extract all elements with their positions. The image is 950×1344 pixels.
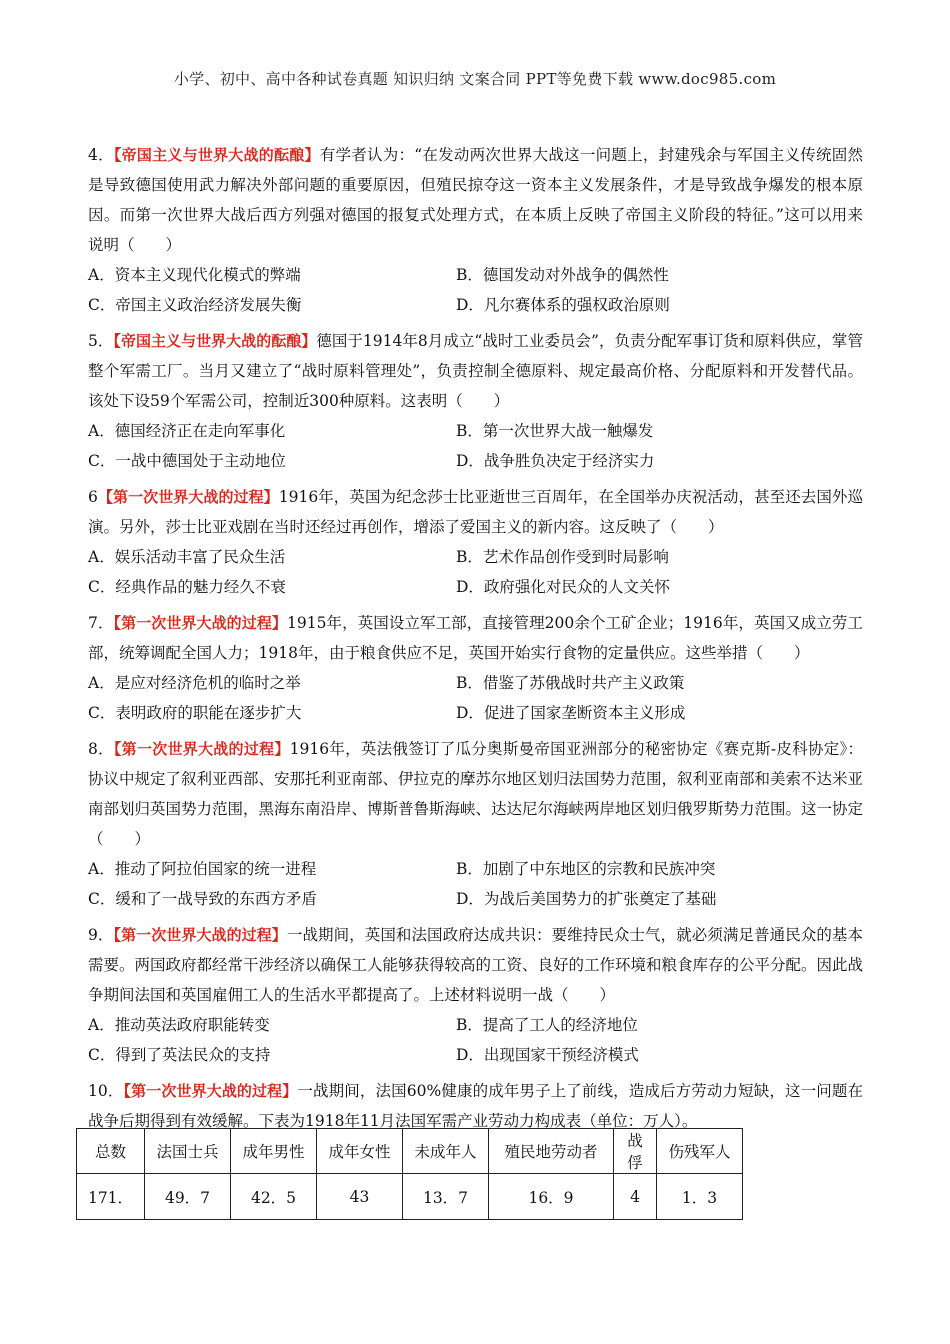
- table-row: [77, 1174, 743, 1220]
- question-number: 6: [88, 488, 98, 506]
- question-topic-tag: 【第一次世界大战的过程】: [113, 614, 287, 632]
- question-8: [88, 734, 863, 914]
- question-topic-tag: 【第一次世界大战的过程】: [113, 740, 290, 758]
- question-topic-tag: 【第一次世界大战的过程】: [97, 488, 279, 506]
- header-cell: 总数: [77, 1129, 145, 1174]
- question-number: 7．: [88, 614, 114, 632]
- option-c[interactable]: C．帝国主义政治经济发展失衡: [88, 296, 302, 314]
- option-b[interactable]: B．德国发动对外战争的偶然性: [456, 266, 669, 284]
- option-grid: [88, 542, 863, 602]
- header-cell: 殖民地劳动者: [489, 1129, 614, 1174]
- question-stem: [88, 920, 863, 1010]
- option-c[interactable]: C．表明政府的职能在逐步扩大: [88, 704, 302, 722]
- value-cell: 49．7: [145, 1174, 231, 1220]
- option-c[interactable]: C．一战中德国处于主动地位: [88, 452, 286, 470]
- option-d[interactable]: D．凡尔赛体系的强权政治原则: [456, 296, 670, 314]
- option-a[interactable]: A．资本主义现代化模式的弊端: [88, 266, 301, 284]
- option-c[interactable]: C．缓和了一战导致的东西方矛盾: [88, 890, 317, 908]
- page-header: 小学、初中、高中各种试卷真题 知识归纳 文案合同 PPT等免费下载 www.doc985.com: [173, 70, 777, 88]
- value-cell: 42．5: [231, 1174, 317, 1220]
- option-b[interactable]: B．提高了工人的经济地位: [456, 1016, 638, 1034]
- question-7: [88, 608, 863, 728]
- option-grid: [88, 1010, 863, 1070]
- option-d[interactable]: D．出现国家干预经济模式: [456, 1046, 639, 1064]
- header-cell: 成年女性: [317, 1129, 403, 1174]
- question-9: [88, 920, 863, 1070]
- header-cell: 战俘: [614, 1129, 657, 1174]
- table-header-row: [77, 1129, 743, 1174]
- value-cell: 13．7: [403, 1174, 489, 1220]
- question-number: 10．: [88, 1082, 124, 1100]
- question-text: 1915年，英国设立军工部，直接管理200余个工矿企业；1916年，英国又成立劳工部，统筹调配全国人力；1918年，由于粮食供应不足，英国开始实行食物的定量供应。这些举措（ ）: [88, 614, 863, 662]
- question-number: 8．: [88, 740, 114, 758]
- question-5: [88, 326, 863, 476]
- question-text: 一战期间，法国60%健康的成年男子上了前线，造成后方劳动力短缺，这一问题在战争后期得到有效缓解。下表为1918年11月法国军需产业劳动力构成表（单位：万人）。: [88, 1082, 863, 1130]
- option-b[interactable]: B．加剧了中东地区的宗教和民族冲突: [456, 860, 716, 878]
- value-cell: 1．3: [657, 1174, 743, 1220]
- header-cell: 伤残军人: [657, 1129, 743, 1174]
- question-6: [88, 482, 863, 602]
- option-d[interactable]: D．政府强化对民众的人文关怀: [456, 578, 670, 596]
- question-number: 5．: [88, 332, 114, 350]
- question-topic-tag: 【第一次世界大战的过程】: [123, 1082, 298, 1100]
- option-a[interactable]: A．推动了阿拉伯国家的统一进程: [88, 860, 317, 878]
- option-a[interactable]: A．是应对经济危机的临时之举: [88, 674, 301, 692]
- value-cell: 171．: [77, 1174, 145, 1220]
- option-grid: [88, 668, 863, 728]
- option-grid: [88, 260, 863, 320]
- value-cell: 16．9: [489, 1174, 614, 1220]
- option-b[interactable]: B．第一次世界大战一触爆发: [456, 422, 654, 440]
- question-stem: [88, 734, 863, 854]
- header-cell: 法国士兵: [145, 1129, 231, 1174]
- header-cell: 未成年人: [403, 1129, 489, 1174]
- question-stem: [88, 1076, 863, 1136]
- option-c[interactable]: C．得到了英法民众的支持: [88, 1046, 271, 1064]
- value-cell: 4: [614, 1174, 657, 1220]
- question-4: [88, 140, 863, 320]
- question-stem: [88, 608, 863, 668]
- question-topic-tag: 【帝国主义与世界大战的酝酿】: [113, 332, 317, 350]
- question-stem: [88, 140, 863, 260]
- option-a[interactable]: A．德国经济正在走向军事化: [88, 422, 286, 440]
- header-cell: 成年男性: [231, 1129, 317, 1174]
- value-cell: 43: [317, 1174, 403, 1220]
- option-c[interactable]: C．经典作品的魅力经久不衰: [88, 578, 286, 596]
- option-b[interactable]: B．艺术作品创作受到时局影响: [456, 548, 669, 566]
- question-number: 9．: [88, 926, 114, 944]
- question-topic-tag: 【第一次世界大战的过程】: [113, 926, 287, 944]
- question-stem: [88, 326, 863, 416]
- question-list: [88, 140, 863, 1142]
- option-d[interactable]: D．为战后美国势力的扩张奠定了基础: [456, 890, 717, 908]
- question-number: 4．: [88, 146, 114, 164]
- question-10: [88, 1076, 863, 1136]
- option-a[interactable]: A．推动英法政府职能转变: [88, 1016, 270, 1034]
- question-text: 1916年，英法俄签订了瓜分奥斯曼帝国亚洲部分的秘密协定《赛克斯-皮科协定》：协议中规定了叙利亚西部、安那托利亚南部、伊拉克的摩苏尔地区划归法国势力范围，叙利亚南部和美索不达米亚南部划归英国势力范围，黑海东南沿岸、博斯普鲁斯海峡、达达尼尔海峡两岸地区划归俄罗斯势力范围。这一协定（ ）: [88, 740, 864, 848]
- question-stem: [88, 482, 863, 542]
- question-text: 有学者认为：“在发动两次世界大战这一问题上，封建残余与军国主义传统固然是导致德国使用武力解决外部问题的重要原因，但殖民掠夺这一资本主义发展条件，才是导致战争爆发的根本原因。而第一次世界大战后西方列强对德国的报复式处理方式，在本质上反映了帝国主义阶段的特征。”这可以用来说明（ ）: [88, 146, 863, 254]
- option-b[interactable]: B．借鉴了苏俄战时共产主义政策: [456, 674, 685, 692]
- question-text: 德国于1914年8月成立“战时工业委员会”，负责分配军事订货和原料供应，掌管整个军需工厂。当月又建立了“战时原料管理处”，负责控制全德原料、规定最高价格、分配原料和开发替代品。该处下设59个军需公司，控制近300种原料。这表明（ ）: [88, 332, 863, 410]
- labor-composition-table: [76, 1128, 743, 1220]
- question-text: 一战期间，英国和法国政府达成共识：要维持民众士气，就必须满足普通民众的基本需要。两国政府都经常干涉经济以确保工人能够获得较高的工资、良好的工作环境和粮食库存的公平分配。因此战争期间法国和英国雇佣工人的生活水平都提高了。上述材料说明一战（ ）: [88, 926, 864, 1004]
- question-text: 1916年，英国为纪念莎士比亚逝世三百周年，在全国举办庆祝活动，甚至还去国外巡演。另外，莎士比亚戏剧在当时还经过再创作，增添了爱国主义的新内容。这反映了（ ）: [88, 488, 863, 536]
- option-d[interactable]: D．促进了国家垄断资本主义形成: [456, 704, 686, 722]
- question-topic-tag: 【帝国主义与世界大战的酝酿】: [113, 146, 320, 164]
- option-d[interactable]: D．战争胜负决定于经济实力: [456, 452, 655, 470]
- option-a[interactable]: A．娱乐活动丰富了民众生活: [88, 548, 286, 566]
- option-grid: [88, 854, 863, 914]
- option-grid: [88, 416, 863, 476]
